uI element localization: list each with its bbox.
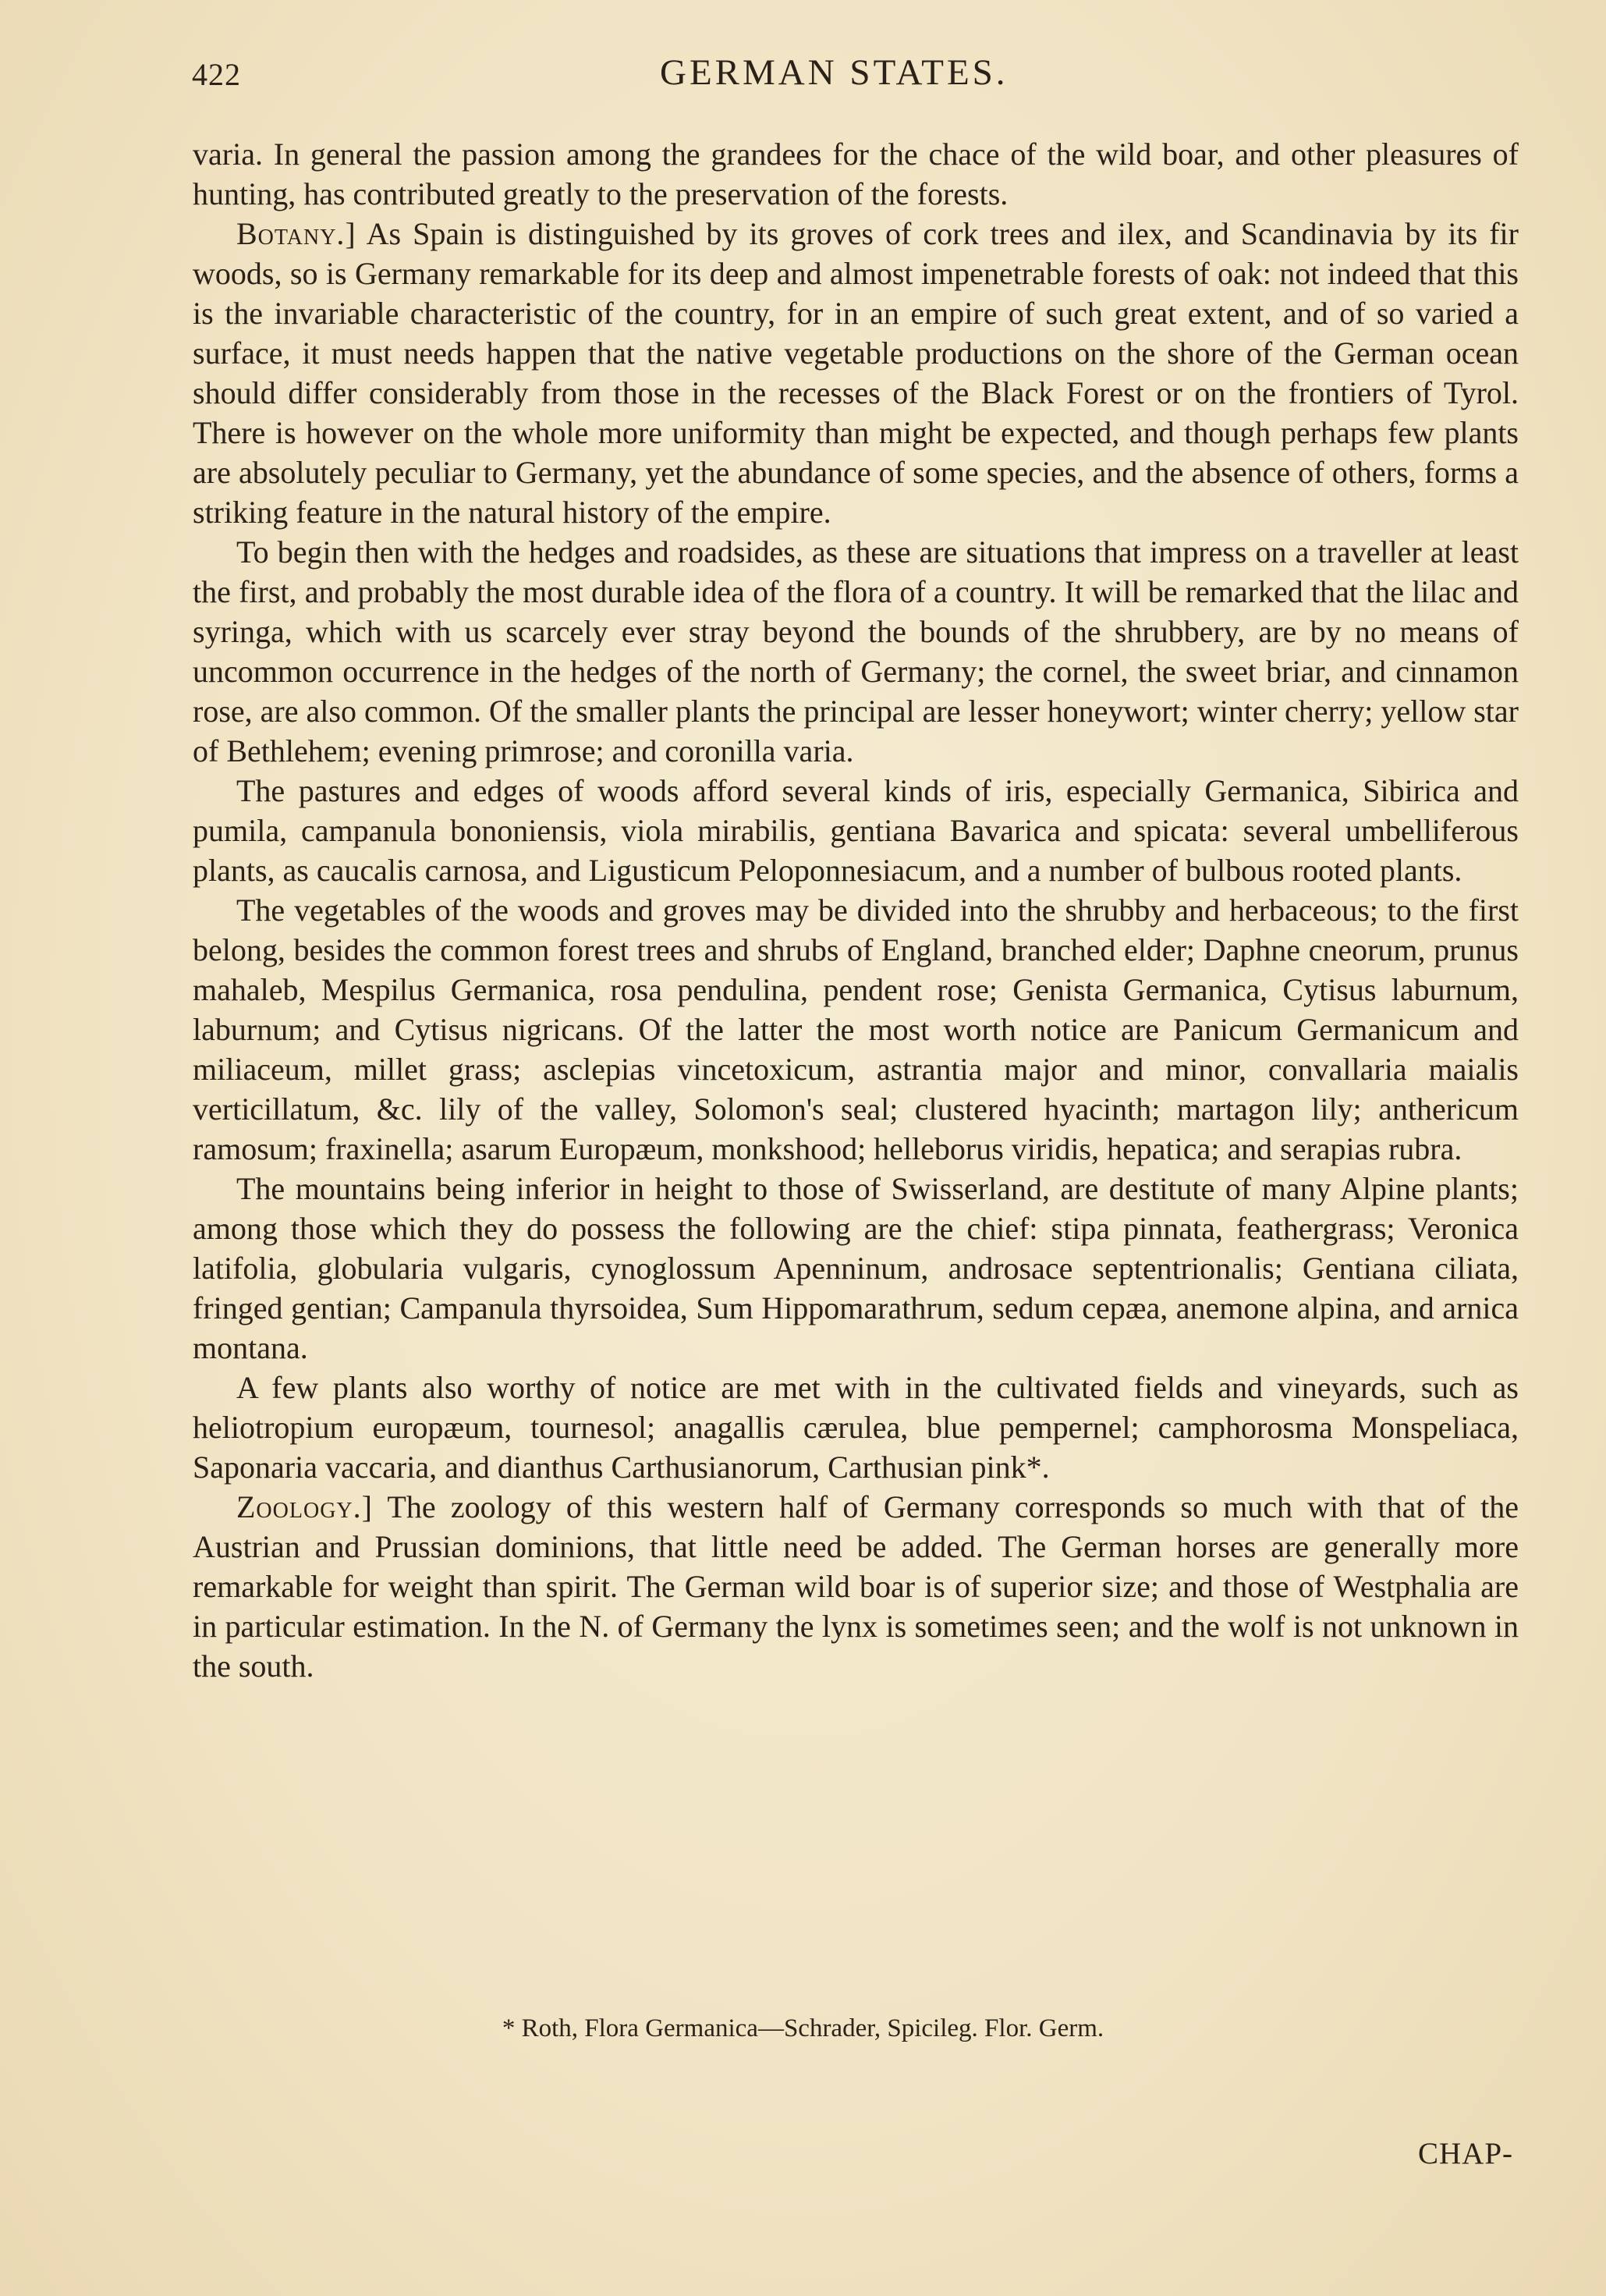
section-heading-botany: Botany.] (236, 216, 356, 251)
paragraph-mountains (193, 1169, 1519, 1368)
paragraph-text: The mountains being inferior in height to those of Swisserland, are destitute of many Alpine plants; among those which they do possess the following are the chief: stipa pinnata, feathergrass; Veronica latifolia, globularia vulgaris, cynoglossum Apenninum, androsace septentrionalis; Gentiana ciliata, fringed gentian; Campanula thyrsoidea, Sum Hippomarathrum, sedum cepæa, anemone alpina, and arnica montana. (193, 1171, 1519, 1365)
paragraph-text: The vegetables of the woods and groves may be divided into the shrubby and herbaceous; to the first belong, besides the common forest trees and shrubs of England, branched elder; Daphne cneorum, prunus mahaleb, Mespilus Germanica, rosa pendulina, pendent rose; Genista Germanica, Cytisus laburnum, laburnum; and Cytisus nigricans. Of the latter the most worth notice are Panicum Germanicum and miliaceum, millet grass; asclepias vincetoxicum, astrantia major and minor, convallaria maialis verticillatum, &c. lily of the valley, Solomon's seal; clustered hyacinth; martagon lily; anthericum ramosum; fraxinella; asarum Europæum, monkshood; helleborus viridis, hepatica; and serapias rubra. (193, 892, 1519, 1166)
paragraph-zoology (193, 1487, 1519, 1686)
page-number: 422 (192, 57, 241, 92)
paragraph-text: A few plants also worthy of notice are met with in the cultivated fields and vineyards, such as heliotropium europæum, tournesol; anagallis cærulea, blue pempernel; camphorosma Monspeliaca, Saponaria vaccaria, and dianthus Carthusianorum, Carthusian pink*. (193, 1370, 1519, 1485)
paragraph-text: As Spain is distinguished by its groves of cork trees and ilex, and Scandinavia by its fir woods, so is Germany remarkable for its deep and almost impenetrable forests of oak: not indeed that this is the invariable characteristic of the country, for in an empire of such great extent, and of so varied a surface, it must needs happen that the native vegetable productions on the shore of the German ocean should differ considerably from those in the recesses of the Black Forest or on the frontiers of Tyrol. There is however on the whole more uniformity than might be expected, and though perhaps few plants are absolutely peculiar to Germany, yet the abundance of some species, and the absence of others, forms a striking feature in the natural history of the empire. (193, 216, 1519, 530)
paragraph-continuation (193, 134, 1519, 214)
paragraph-text: The pastures and edges of woods afford several kinds of iris, especially Germanica, Sibirica and pumila, campanula bononiensis, viola mirabilis, gentiana Bavarica and spicata: several umbelliferous plants, as caucalis carnosa, and Ligusticum Peloponnesiacum, and a number of bulbous rooted plants. (193, 773, 1519, 888)
body-text (193, 134, 1519, 1686)
paragraph-text: The zoology of this western half of Germany corresponds so much with that of the Austrian and Prussian dominions, that little need be added. The German horses are generally more remarkable for weight than spirit. The German wild boar is of superior size; and those of Westphalia are in particular estimation. In the N. of Germany the lynx is sometimes seen; and the wolf is not unknown in the south. (193, 1489, 1519, 1684)
section-heading-zoology: Zoology.] (236, 1489, 373, 1524)
paragraph-pastures (193, 771, 1519, 890)
paragraph-text: varia. In general the passion among the grandees for the chace of the wild boar, and other pleasures of hunting, has contributed greatly to the preservation of the forests. (193, 137, 1519, 211)
catchword: CHAP- (1418, 2137, 1514, 2170)
page-header (192, 51, 1518, 98)
paragraph-hedges (193, 532, 1519, 771)
paragraph-woods (193, 890, 1519, 1169)
running-head: GERMAN STATES. (660, 52, 1009, 93)
paragraph-fields (193, 1368, 1519, 1487)
paragraph-botany (193, 214, 1519, 532)
footnote: * Roth, Flora Germanica—Schrader, Spicileg. Flor. Germ. (502, 2014, 1104, 2042)
paragraph-text: To begin then with the hedges and roadsides, as these are situations that impress on a traveller at least the first, and probably the most durable idea of the flora of a country. It will be remarked that the lilac and syringa, which with us scarcely ever stray beyond the bounds of the shrubbery, are by no means of uncommon occurrence in the hedges of the north of Germany; the cornel, the sweet briar, and cinnamon rose, are also common. Of the smaller plants the principal are lesser honeywort; winter cherry; yellow star of Bethlehem; evening primrose; and coronilla varia. (193, 534, 1519, 768)
